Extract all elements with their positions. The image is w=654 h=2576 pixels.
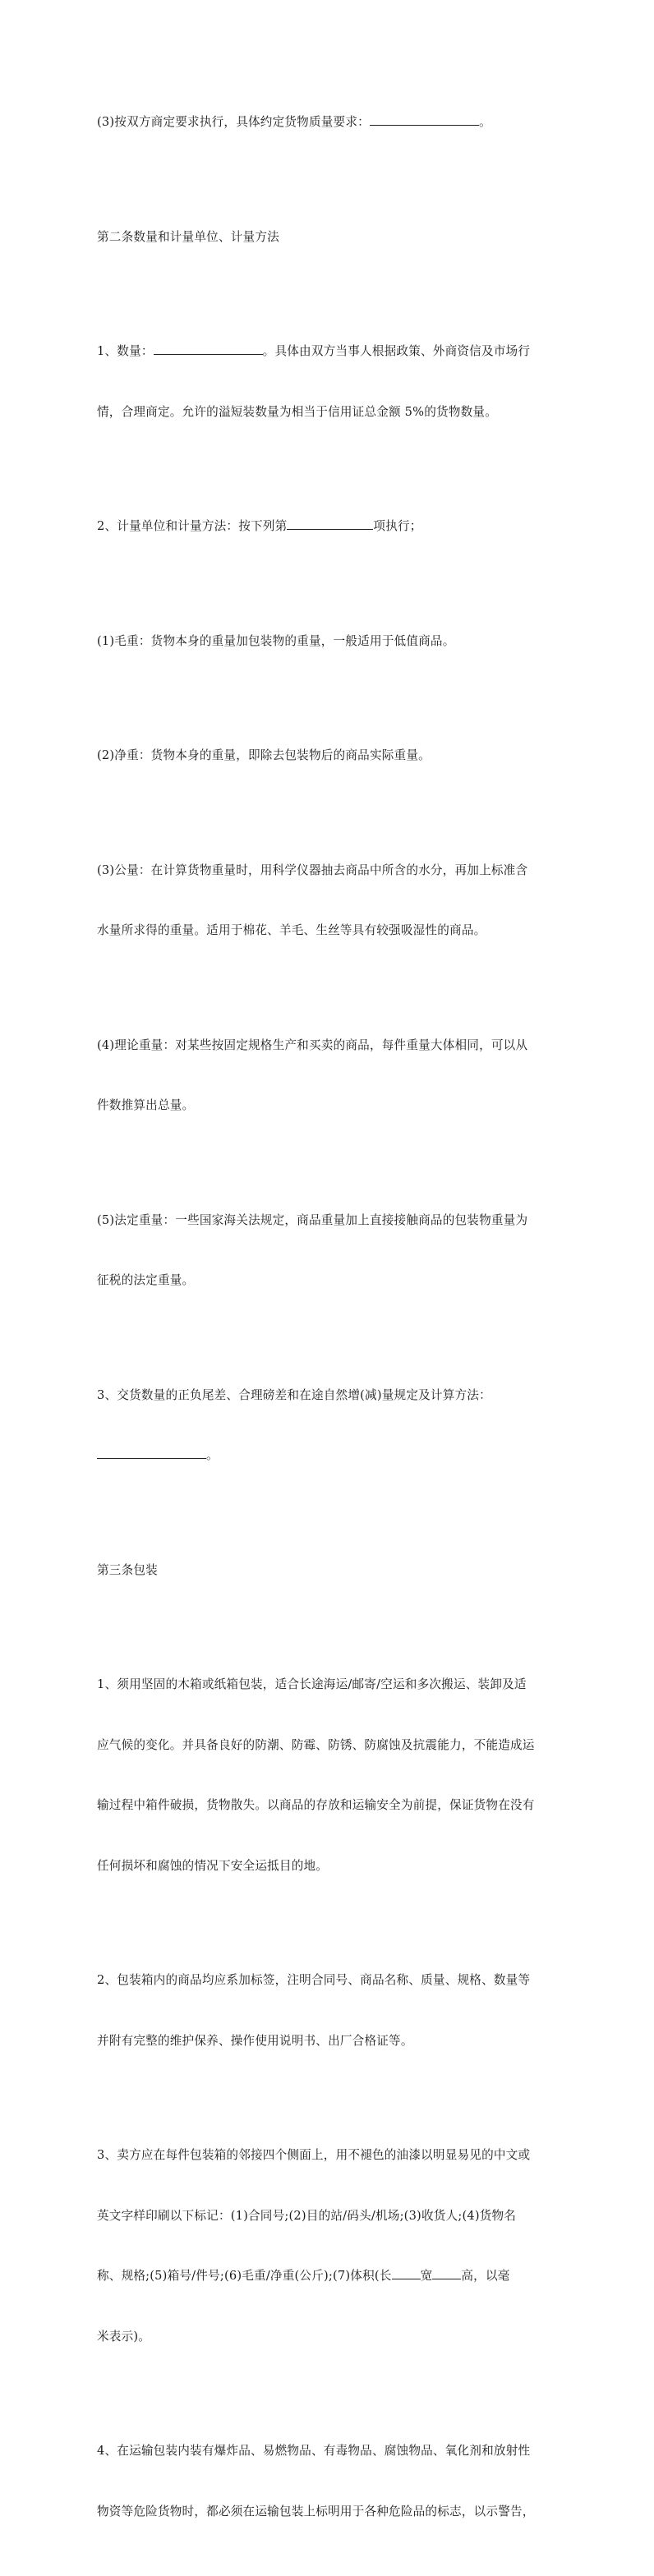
contract-document: [97, 72, 567, 2576]
text-line: (2)净重：货物本身的重量，即除去包装物后的商品实际重量。: [97, 748, 431, 762]
heading-text: 第三条包装: [97, 1562, 158, 1577]
packing-clause-4: [97, 2401, 567, 2562]
quantity-clause-3: [97, 1346, 567, 1506]
text-line: 4、在运输包装内装有爆炸品、易燃物品、有毒物品、腐蚀物品、氧化剂和放射性: [97, 2444, 531, 2458]
text-segment: 项执行；: [373, 519, 422, 533]
text-line: 1、须用坚固的木箱或纸箱包装，适合长途海运/邮寄/空运和多次搬运、装卸及适: [97, 1677, 527, 1691]
text-segment: 宽: [420, 2269, 433, 2283]
text-line: [97, 517, 567, 537]
text-segment: 称、规格;(5)箱号/件号;(6)毛重/净重(公斤);(7)体积(长: [97, 2269, 392, 2283]
text-line: 水量所求得的重量。适用于棉花、羊毛、生丝等具有较强吸湿性的商品。: [97, 923, 486, 937]
section-heading-quantity: [97, 187, 567, 288]
text-line: 3、交货数量的正负尾差、合理磅差和在途自然增(减)量规定及计算方法：: [97, 1387, 491, 1402]
fill-in-blank[interactable]: [97, 1446, 206, 1459]
text-segment: 。: [206, 1448, 219, 1462]
legal-weight-item: [97, 1171, 567, 1332]
text-line: (3)公量：在计算货物重量时，用科学仪器抽去商品中所含的水分，再加上标准含: [97, 862, 528, 877]
text-line: (5)法定重量：一些国家海关法规定，商品重量加上直接接触商品的包装物重量为: [97, 1212, 528, 1227]
text-segment: 。具体由双方当事人根据政策、外商资信及市场行: [262, 344, 531, 358]
text-line: [97, 342, 567, 362]
text-line: [97, 2266, 567, 2287]
text-line: 情，合理商定。允许的溢短装数量为相当于信用证总金额 5%的货物数量。: [97, 404, 497, 419]
text-line: 应气候的变化。并具备良好的防潮、防霉、防锈、防腐蚀及抗震能力，不能造成运: [97, 1737, 535, 1752]
text-line: 3、卖方应在每件包装箱的邻接四个侧面上，用不褪色的油漆以明显易见的中文或: [97, 2148, 531, 2162]
text-line: [97, 113, 567, 133]
fill-in-blank[interactable]: [154, 342, 263, 355]
text-segment: 高，以毫: [461, 2269, 510, 2283]
text-line: 2、包装箱内的商品均应系加标签，注明合同号、商品名称、质量、规格、数量等: [97, 1973, 531, 1987]
text-line: [97, 1446, 567, 1466]
packing-clause-2: [97, 1930, 567, 2091]
text-line: 征税的法定重量。: [97, 1273, 195, 1287]
fill-in-blank[interactable]: [392, 2266, 421, 2279]
fill-in-blank[interactable]: [370, 113, 479, 126]
quality-clause-item-3: [97, 72, 567, 173]
text-line: 任何损坏和腐蚀的情况下安全运抵目的地。: [97, 1858, 329, 1873]
conditioned-weight-item: [97, 821, 567, 982]
net-weight-item: [97, 706, 567, 807]
gross-weight-item: [97, 591, 567, 692]
heading-text: 第二条数量和计量单位、计量方法: [97, 229, 279, 244]
text-line: 输过程中箱件破损，货物散失。以商品的存放和运输安全为前提，保证货物在没有: [97, 1798, 535, 1812]
section-heading-packing: [97, 1520, 567, 1622]
text-line: (1)毛重：货物本身的重量加包装物的重量，一般适用于低值商品。: [97, 633, 455, 648]
fill-in-blank[interactable]: [287, 517, 373, 530]
text-line: 件数推算出总量。: [97, 1098, 195, 1112]
text-segment: 。: [478, 115, 491, 129]
text-segment: 1、数量：: [97, 344, 154, 358]
quantity-clause-1: [97, 301, 567, 462]
text-segment: 2、计量单位和计量方法：按下列第: [97, 519, 288, 533]
text-line: 米表示)。: [97, 2329, 151, 2344]
fill-in-blank[interactable]: [432, 2266, 461, 2279]
text-line: 英文字样印刷以下标记：(1)合同号;(2)目的站/码头/机场;(3)收货人;(4)货物名: [97, 2208, 517, 2223]
text-line: 并附有完整的维护保养、操作使用说明书、出厂合格证等。: [97, 2033, 413, 2048]
packing-clause-3: [97, 2105, 567, 2387]
quantity-clause-2: [97, 476, 567, 577]
text-line: (4)理论重量：对某些按固定规格生产和买卖的商品，每件重量大体相同，可以从: [97, 1037, 528, 1052]
text-segment: (3)按双方商定要求执行，具体约定货物质量要求：: [97, 115, 370, 129]
packing-clause-1: [97, 1635, 567, 1916]
theoretical-weight-item: [97, 996, 567, 1157]
text-line: 物资等危险货物时，都必须在运输包装上标明用于各种危险品的标志，以示警告，: [97, 2504, 535, 2518]
